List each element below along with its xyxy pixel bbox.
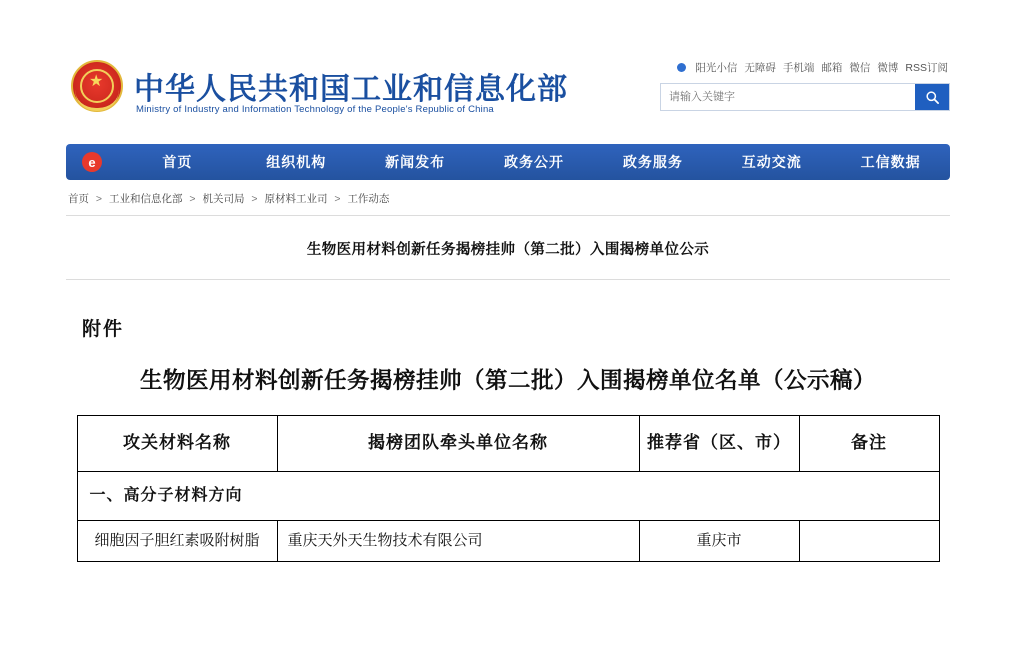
breadcrumb-item-1[interactable]: 工业和信息化部 — [108, 193, 183, 205]
table-header-3: 备注 — [799, 416, 939, 472]
search-bar — [660, 83, 950, 111]
breadcrumb-item-2[interactable]: 机关司局 — [202, 193, 245, 205]
cell-remark — [799, 520, 939, 561]
breadcrumb-separator-0: > — [95, 193, 103, 205]
document-title: 生物医用材料创新任务揭榜挂帅（第二批）入围揭榜单位名单（公示稿） — [139, 368, 876, 393]
breadcrumb-separator-3: > — [334, 193, 341, 205]
table-section-label: 一、高分子材料方向 — [77, 471, 939, 520]
breadcrumb-separator-1: > — [189, 193, 196, 205]
main-nav — [66, 144, 950, 180]
utility-links — [660, 58, 950, 76]
national-emblem-icon — [71, 60, 125, 114]
table-header-row — [77, 416, 939, 472]
search-icon — [925, 90, 940, 105]
cell-unit: 重庆天外天生物技术有限公司 — [277, 520, 639, 561]
table-row — [77, 520, 939, 561]
utility-link-3[interactable]: 邮箱 — [821, 61, 843, 74]
breadcrumb-item-0[interactable]: 首页 — [68, 193, 89, 205]
table-section-row — [77, 471, 939, 520]
listing-table — [77, 415, 940, 562]
site-title-cn: 中华人民共和国工业和信息化部 — [134, 73, 568, 106]
utility-link-2[interactable]: 手机端 — [782, 61, 815, 74]
breadcrumb — [66, 191, 950, 206]
search-button[interactable] — [915, 84, 949, 110]
site-title-en: Ministry of Industry and Information Technology of the People's Republic of China — [136, 104, 494, 115]
nav-item-6[interactable]: 工信数据 — [860, 154, 921, 170]
breadcrumb-separator-2: > — [251, 193, 258, 205]
utility-link-1[interactable]: 无障碍 — [744, 61, 776, 74]
nav-item-2[interactable]: 新闻发布 — [385, 154, 446, 170]
table-header-2: 推荐省（区、市） — [639, 416, 799, 472]
page-title: 生物医用材料创新任务揭榜挂帅（第二批）入围揭榜单位公示 — [306, 242, 710, 258]
nav-item-5[interactable]: 互动交流 — [741, 154, 802, 170]
nav-item-1[interactable]: 组织机构 — [266, 154, 327, 170]
header-toolbar — [660, 58, 950, 111]
search-input[interactable] — [661, 84, 915, 110]
breadcrumb-item-3[interactable]: 原材料工业司 — [264, 193, 328, 205]
emblem-star: ★ — [89, 73, 104, 90]
utility-link-5[interactable]: 微博 — [877, 61, 899, 74]
table-header-0: 攻关材料名称 — [77, 416, 277, 472]
utility-link-0[interactable]: 阳光小信 — [695, 61, 738, 74]
nav-home-icon[interactable] — [66, 152, 118, 172]
site-header — [66, 42, 950, 140]
sunshine-dot-icon — [677, 63, 686, 72]
emblem-wheat — [75, 90, 119, 111]
cell-material: 细胞因子胆红素吸附树脂 — [77, 520, 277, 561]
nav-item-0[interactable]: 首页 — [162, 154, 193, 170]
nav-item-4[interactable]: 政务服务 — [622, 154, 683, 170]
utility-link-4[interactable]: 微信 — [849, 61, 871, 74]
document-sheet — [66, 42, 950, 612]
breadcrumb-item-4[interactable]: 工作动态 — [347, 193, 390, 205]
attachment-label: 附件 — [82, 319, 125, 340]
table-header-1: 揭榜团队牵头单位名称 — [277, 416, 639, 472]
nav-item-3[interactable]: 政务公开 — [504, 154, 564, 170]
utility-link-6[interactable]: RSS订阅 — [905, 61, 948, 74]
nav-home-glyph: e — [82, 152, 102, 172]
cell-province: 重庆市 — [639, 520, 799, 561]
